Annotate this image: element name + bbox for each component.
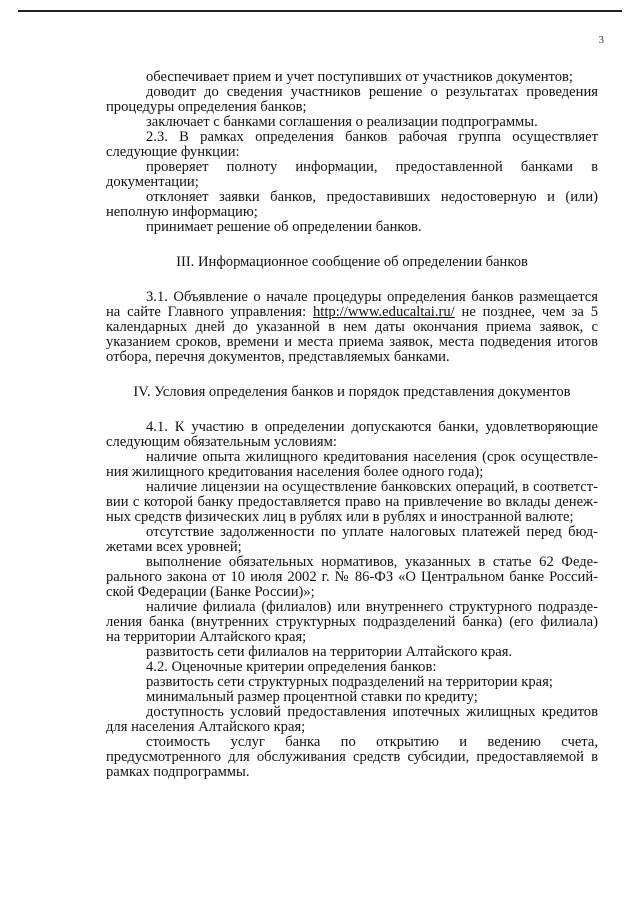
website-link[interactable]: http://www.educaltai.ru/ xyxy=(313,304,455,320)
text-line xyxy=(106,305,598,320)
page-number: 3 xyxy=(598,34,604,46)
text-line: следующие функции: xyxy=(106,144,240,160)
text-line: ных средств физических лиц в рублях или в рублях и иностранной валюте; xyxy=(106,509,574,525)
text-line: календарных дней до указанной в нем даты окончания приема заявок, с xyxy=(106,319,598,335)
text-line: минимальный размер процентной ставки по кредиту; xyxy=(146,689,478,705)
text-line: следующим обязательным условиям: xyxy=(106,434,337,450)
text-line: отбора, перечня документов, представляемых банками. xyxy=(106,349,450,365)
text-line: проверяет полноту информации, предоставленной банками в xyxy=(146,159,598,175)
text-line: обеспечивает прием и учет поступивших от участников документов; xyxy=(146,69,573,85)
text-line-suffix: не позднее, чем за 5 xyxy=(454,304,598,320)
section-gap-before xyxy=(106,235,598,255)
text-line: документации; xyxy=(106,174,199,190)
section-gap-before xyxy=(106,365,598,385)
text-line: 2.3. В рамках определения банков рабочая группа осуществляет xyxy=(146,129,598,145)
text-line: развитость сети филиалов на территории Алтайского края. xyxy=(146,644,513,660)
text-line: ния жилищного кредитования населения более одного года); xyxy=(106,464,484,480)
text-line: 3.1. Объявление о начале процедуры определения банков размещается xyxy=(146,289,598,305)
paragraph xyxy=(106,290,598,365)
document-body xyxy=(106,70,598,780)
text-line: развитость сети структурных подразделений на территории края; xyxy=(146,674,553,690)
text-line: доводит до сведения участников решение о результатах проведения xyxy=(146,84,598,100)
text-line: ской Федерации (Банке России)»; xyxy=(106,584,315,600)
text-line: наличие лицензии на осуществление банковских операций, в соответст- xyxy=(146,479,598,495)
text-line: жетами всех уровней; xyxy=(106,539,242,555)
paragraph xyxy=(106,70,598,235)
text-line: 4.2. Оценочные критерии определения банков: xyxy=(146,659,437,675)
text-line: доступность условий предоставления ипотечных жилищных кредитов xyxy=(146,704,598,720)
text-line: отсутствие задолженности по уплате налоговых платежей перед бюд- xyxy=(146,524,598,540)
section-heading: III. Информационное сообщение об определении банков xyxy=(176,254,528,270)
text-line: предусмотренного для обслуживания средств субсидии, предоставляемой в xyxy=(106,749,598,765)
text-line: рамках подпрограммы. xyxy=(106,764,250,780)
top-rule xyxy=(18,10,622,12)
text-line: указанием сроков, времени и места приема заявок, места подведения итогов xyxy=(106,334,598,350)
section-heading: IV. Условия определения банков и порядок представления документов xyxy=(133,384,571,400)
text-line: принимает решение об определении банков. xyxy=(146,219,422,235)
text-line: вии с которой банку предоставляется право на привлечение во вклады денеж- xyxy=(106,494,598,510)
text-line: неполную информацию; xyxy=(106,204,258,220)
text-line: рального закона от 10 июля 2002 г. № 86-ФЗ «О Центральном банке Россий- xyxy=(106,569,598,585)
text-line: на территории Алтайского края; xyxy=(106,629,307,645)
text-line: ления банка (внутренних структурных подразделений банка) (его филиала) xyxy=(106,614,598,630)
text-line: процедуры определения банков; xyxy=(106,99,307,115)
text-line-prefix: на сайте Главного управления: xyxy=(106,304,313,320)
section-gap-after xyxy=(106,400,598,420)
text-line: 4.1. К участию в определении допускаются банки, удовлетворяющие xyxy=(146,419,598,435)
text-line: наличие опыта жилищного кредитования населения (срок осуществле- xyxy=(146,449,598,465)
text-line: наличие филиала (филиалов) или внутреннего структурного подразде- xyxy=(146,599,598,615)
section-gap-after xyxy=(106,270,598,290)
text-line: стоимость услуг банка по открытию и ведению счета, xyxy=(146,734,598,750)
text-line: отклоняет заявки банков, предоставивших недостоверную и (или) xyxy=(146,189,598,205)
text-line: для населения Алтайского края; xyxy=(106,719,306,735)
paragraph xyxy=(106,420,598,780)
text-line: заключает с банками соглашения о реализации подпрограммы. xyxy=(146,114,538,130)
text-line: выполнение обязательных нормативов, указанных в статье 62 Феде- xyxy=(146,554,598,570)
